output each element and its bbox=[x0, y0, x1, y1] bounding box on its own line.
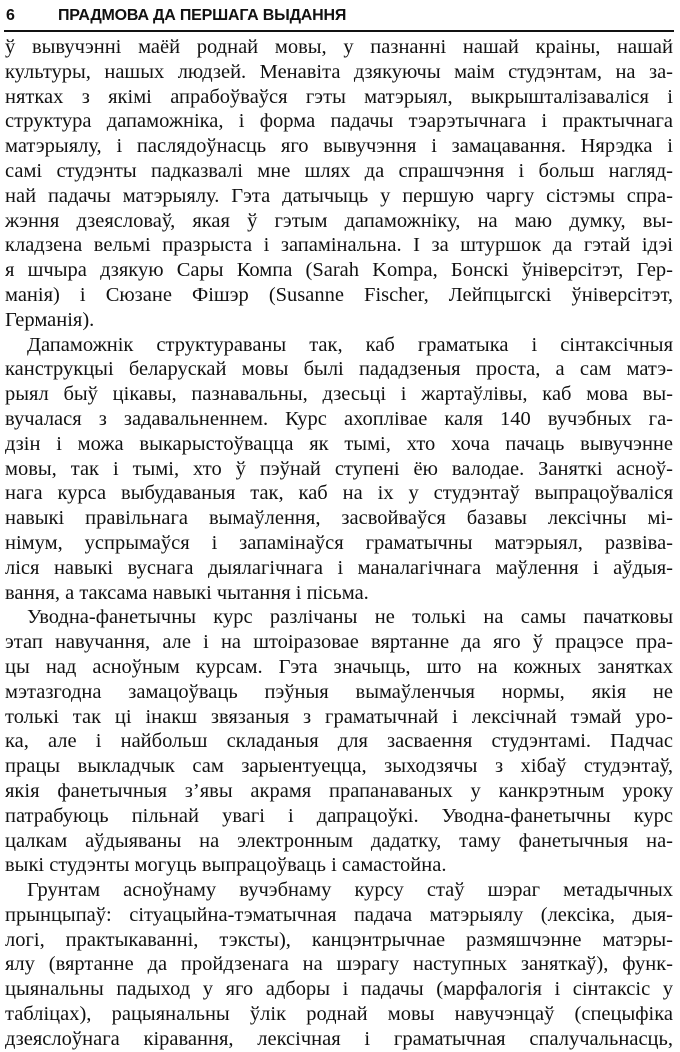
body-text bbox=[5, 35, 673, 1052]
text-line: вучалася з задавальненнем. Курс ахоплівае каля 140 вучэбных га- bbox=[5, 407, 673, 430]
text-line: дзеяслоўнага кіравання, лексічная і граматычная спалучальнасць, bbox=[5, 1027, 673, 1050]
text-line: якія фанетычныя з’явы акрамя прапанаваных у канкрэтным уроку bbox=[5, 779, 673, 802]
text-line: мэтазгодна замацоўваць пэўныя вымаўленчыя нормы, якія не bbox=[5, 680, 673, 703]
text-line: вання, а таксама навыкі чытання і пісьма. bbox=[5, 581, 369, 604]
text-line: табліцах), рацыянальны ўлік роднай мовы навучэнцаў (спецыфіка bbox=[5, 1003, 673, 1026]
text-line: ка, але і найбольш складаныя для засваення студэнтамі. Падчас bbox=[5, 730, 673, 753]
paragraph bbox=[5, 35, 673, 333]
text-line: най падачы матэрыялу. Гэта датычыць у першую чаргу сістэмы спра- bbox=[5, 184, 673, 207]
text-line: самі студэнты падказвалі мне шлях да спрашчэння і больш нагляд- bbox=[5, 159, 673, 182]
text-line: мовы, так і тымі, хто ў пэўнай ступені ёю валодае. Заняткі асноў- bbox=[5, 457, 673, 480]
text-line: жэння дзеясловаў, якая ў гэтым дапаможніку, на маю думку, вы- bbox=[5, 209, 673, 232]
text-line: працы выкладчык сам зарыентуецца, зыходзячы з хібаў студэнтаў, bbox=[5, 755, 673, 778]
paragraph bbox=[5, 605, 673, 878]
text-line: матэрыялу, і паслядоўнасць яго вывучэння і замацавання. Нярэдка і bbox=[5, 135, 673, 158]
text-line: Грунтам асноўнаму вучэбнаму курсу стаў шэраг метадычных bbox=[27, 879, 673, 902]
running-header bbox=[6, 3, 674, 29]
text-line: я шчыра дзякую Сары Компа (Sarah Kompa, Бонскі ўніверсітэт, Гер- bbox=[5, 259, 673, 282]
text-line: толькі так ці інакш звязаныя з граматычнай і лексічнай тэмай уро- bbox=[5, 705, 673, 728]
text-line: нага курса выбудаваныя так, каб на іх у студэнтаў выпрацоўваліся bbox=[5, 482, 673, 505]
text-line: Уводна-фанетычны курс разлічаны не толькі на самы пачатковы bbox=[27, 606, 673, 629]
text-line: ялу (вяртанне да пройдзенага на шэрагу наступных заняткаў), функ- bbox=[5, 953, 673, 976]
text-line: цалкам аўдыяваны на электронным дадатку, таму фанетычныя на- bbox=[5, 829, 673, 852]
text-line: Дапаможнік структураваны так, каб граматыка і сінтаксічныя bbox=[27, 333, 673, 356]
text-line: культуры, нашых людзей. Менавіта дзякуючы маім студэнтам, на за- bbox=[5, 60, 673, 83]
text-line: ліся навыкі вуснага дыялагічнага і маналагічнага маўлення і аўдыя- bbox=[5, 556, 673, 579]
text-line: навыкі правільнага вымаўлення, засвойваўся базавы лексічны мі- bbox=[5, 507, 673, 530]
text-line: ў вывучэнні маёй роднай мовы, у пазнанні нашай краіны, нашай bbox=[5, 36, 673, 58]
running-title: ПРАДМОВА ДА ПЕРШАГА ВЫДАННЯ bbox=[58, 7, 347, 24]
paragraph bbox=[5, 878, 673, 1052]
page-number: 6 bbox=[6, 7, 15, 24]
text-line: дзін і можа выкарыстоўвацца як тымі, хто хоча пачаць вывучэнне bbox=[5, 432, 673, 455]
text-line: рыял быў цікавы, пазнавальны, дзесьці і жартаўлівы, каб мова вы- bbox=[5, 383, 673, 406]
paragraph bbox=[5, 333, 673, 606]
text-line: выкі студэнты могуць выпрацоўваць і самастойна. bbox=[5, 854, 447, 877]
text-line: структура дапаможніка, і форма падачы тэарэтычнага і практычнага bbox=[5, 110, 673, 133]
text-line: німум, успрымаўся і запамінаўся граматычны матэрыял, развіва- bbox=[5, 531, 673, 554]
text-line: кладзена вельмі празрыста і запамінальна. І за штуршок да гэтай ідэі bbox=[5, 234, 673, 257]
text-line: канструкцыі беларускай мовы былі пададзеныя проста, а сам матэ- bbox=[5, 358, 673, 381]
text-line: цыянальны падыход у яго адборы і падачы (марфалогія і сінтаксіс у bbox=[5, 978, 673, 1001]
text-line: манія) і Сюзане Фішэр (Susanne Fischer, Лейпцыгскі ўніверсітэт, bbox=[5, 283, 673, 306]
text-line: патрабуюць пільнай увагі і дапрацоўкі. Уводна-фанетычны курс bbox=[5, 804, 673, 827]
text-line: цы над асноўным курсам. Гэта значыць, што на кожных занятках bbox=[5, 655, 673, 678]
text-line: нятках з якімі апрабоўваўся гэты матэрыял, выкрышталізаваліся і bbox=[5, 85, 673, 108]
header-rule bbox=[4, 30, 674, 32]
text-line: этап навучання, але і на штоіразовае вяртанне да яго ў працэсе пра- bbox=[5, 631, 673, 654]
text-line: прынцыпаў: сітуацыйна-тэматычная падача матэрыялу (лексіка, дыя- bbox=[5, 903, 673, 926]
text-line: Германія). bbox=[5, 308, 95, 331]
text-line: логі, практыкаванні, тэксты), канцэнтрычнае размяшчэнне матэры- bbox=[5, 928, 673, 951]
